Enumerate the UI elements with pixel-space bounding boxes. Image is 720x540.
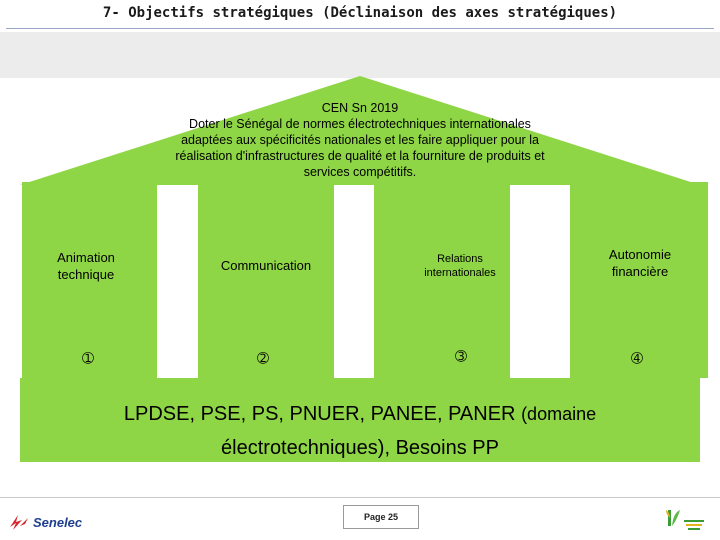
senelec-logo-icon: [8, 512, 30, 532]
partner-logo-icon: [664, 506, 708, 534]
senelec-logo-text: Senelec: [33, 514, 83, 530]
vision-line: Doter le Sénégal de normes électrotechniques internationales: [189, 117, 531, 131]
pillar-label-line: technique: [57, 267, 115, 282]
vision-line: services compétitifs.: [303, 165, 417, 179]
pillar-label-line: financière: [611, 264, 669, 279]
pillar-2-number: ➁: [257, 350, 269, 366]
pillar-label-line: Animation: [57, 250, 115, 265]
foundation-line-1: [20, 397, 700, 431]
pillar-4: [570, 182, 708, 378]
pillar-1-number: ➀: [82, 350, 94, 366]
footer-divider: [0, 497, 720, 498]
pillar-1-label: [22, 249, 150, 283]
foundation-block: [20, 378, 700, 462]
pillar-2-label: [198, 257, 334, 274]
pillar-label-line: Communication: [220, 258, 312, 273]
page-number: Page 25: [343, 505, 419, 529]
pillar-label-line: Autonomie: [608, 247, 672, 262]
pillar-2: [198, 182, 334, 378]
foundation-text: [20, 397, 700, 465]
foundation-domain: (domaine: [521, 404, 597, 424]
vision-line: réalisation d'infrastructures de qualité et la fourniture de produits et: [175, 149, 545, 163]
pillar-3: [374, 182, 510, 378]
foundation-line-2: électrotechniques), Besoins PP: [221, 437, 499, 459]
pillar-label-line: Relations: [437, 253, 483, 265]
vision-statement: [120, 100, 600, 180]
pillar-label-line: internationales: [424, 267, 496, 279]
vision-line: adaptées aux spécificités nationales et les faire appliquer pour la: [181, 133, 539, 147]
pillar-4-label: [580, 246, 700, 280]
vision-line: CEN Sn 2019: [321, 101, 399, 115]
senelec-logo: [8, 510, 82, 534]
slide-title: 7- Objectifs stratégiques (Déclinaison des axes stratégiques): [102, 5, 618, 21]
pillar-3-label: [390, 252, 530, 280]
pillar-4-number: ➃: [631, 350, 643, 366]
foundation-programs: LPDSE, PSE, PS, PNUER, PANEE, PANER: [123, 403, 516, 425]
pillar-3-number: ➂: [455, 348, 467, 364]
